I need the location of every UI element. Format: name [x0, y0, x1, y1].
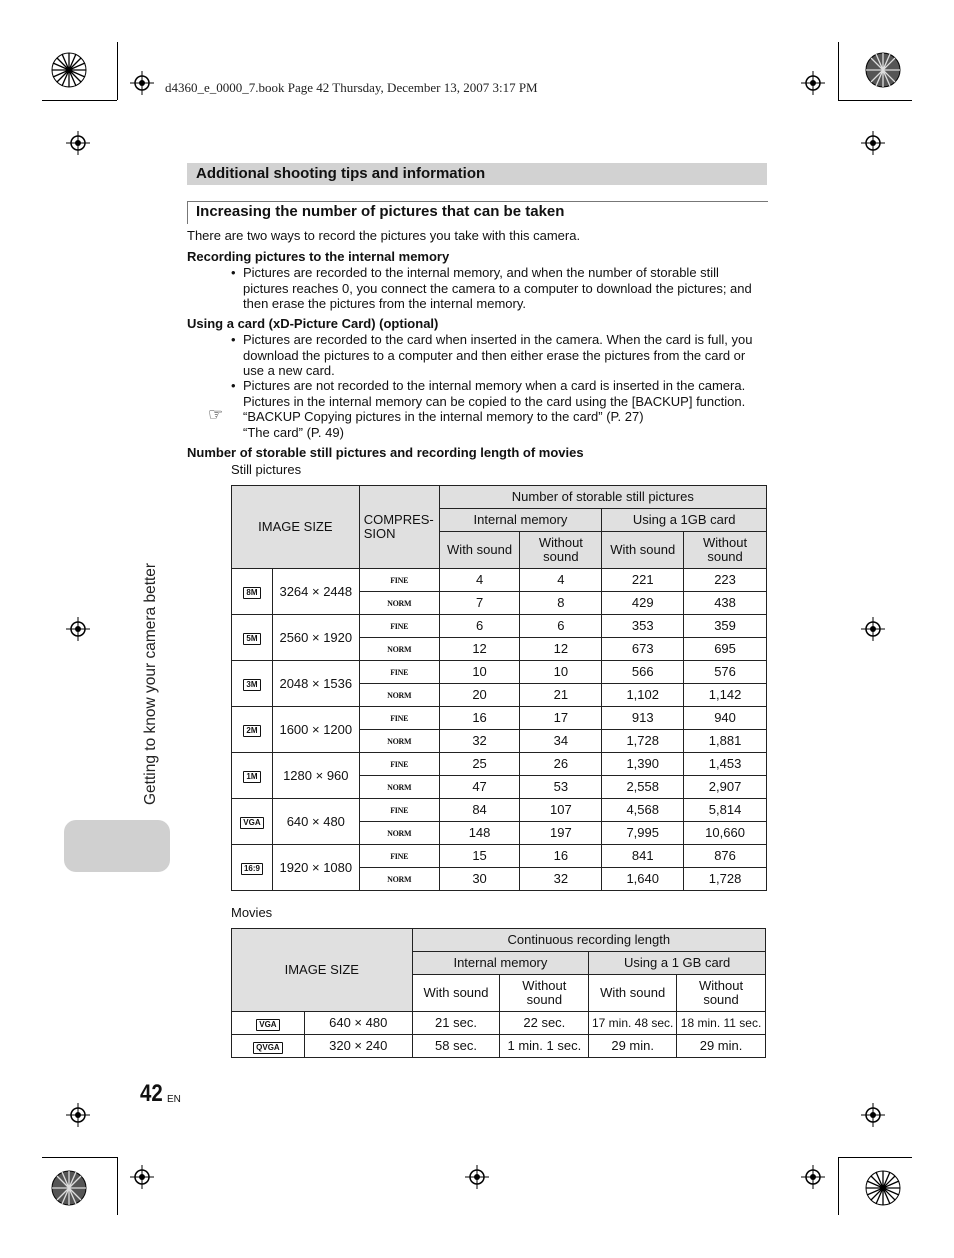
value-cell: 197 [520, 822, 602, 845]
value-cell: 5,814 [684, 799, 767, 822]
fine-compression-icon: FINE [390, 806, 409, 815]
image-size-icon: 5M [243, 633, 260, 645]
compression-cell [359, 661, 439, 684]
subsection-title: Increasing the number of pictures that can be taken [196, 203, 565, 220]
value-cell: 17 [520, 707, 602, 730]
fine-compression-icon: FINE [390, 760, 409, 769]
table-row [232, 707, 767, 730]
text-line: pictures reaches 0, you connect the camera to a computer to download the pictures; and [243, 280, 752, 296]
header-line: sound [543, 549, 579, 564]
crop-line [42, 1157, 117, 1158]
image-size-icon-cell [232, 799, 273, 845]
internal-heading: Recording pictures to the internal memory [187, 249, 450, 264]
image-size-cell: 2048 × 1536 [272, 661, 359, 707]
image-size-icon-cell [232, 661, 273, 707]
value-cell: 913 [602, 707, 684, 730]
header-internal-memory: Internal memory [412, 952, 589, 975]
text-line: Pictures are recorded to the internal memory, and when the number of storable still [243, 265, 719, 280]
compression-cell [359, 822, 439, 845]
norm-compression-icon: NORM [387, 783, 412, 792]
page-language: EN [167, 1094, 181, 1105]
image-size-icon: 2M [243, 725, 260, 737]
value-cell: 1,640 [602, 868, 684, 891]
compression-cell [359, 684, 439, 707]
reference-link: “BACKUP Copying pictures in the internal memory to the card” (P. 27) [243, 409, 644, 424]
registration-mark [66, 131, 90, 155]
compression-cell [359, 845, 439, 868]
header-card: Using a 1GB card [602, 509, 767, 532]
movies-label: Movies [231, 905, 273, 920]
header-card: Using a 1 GB card [589, 952, 766, 975]
section-title-bar [187, 163, 767, 185]
value-cell: 7,995 [602, 822, 684, 845]
value-cell: 84 [439, 799, 520, 822]
registration-mark [465, 1165, 489, 1189]
value-cell: 22 sec. [500, 1012, 589, 1035]
crop-line [838, 100, 912, 101]
value-cell: 16 [439, 707, 520, 730]
image-size-icon-cell [232, 1012, 305, 1035]
header-without-sound [500, 975, 589, 1012]
value-cell: 6 [439, 615, 520, 638]
compression-cell [359, 730, 439, 753]
value-cell: 1,453 [684, 753, 767, 776]
color-wheel-mark [865, 1170, 901, 1206]
header-image-size: IMAGE SIZE [232, 929, 413, 1012]
text-line: download the pictures to a computer and then either erase the pictures from the card or [243, 347, 746, 363]
registration-mark [66, 1103, 90, 1127]
value-cell: 12 [520, 638, 602, 661]
color-wheel-mark [51, 1170, 87, 1206]
header-line: COMPRES- [363, 512, 434, 527]
norm-compression-icon: NORM [387, 645, 412, 654]
still-pictures-table [231, 485, 767, 891]
compression-cell [359, 776, 439, 799]
registration-mark [861, 617, 885, 641]
text-line: Pictures are recorded to the card when inserted in the camera. When the card is full, you [243, 332, 753, 347]
movies-table [231, 928, 766, 1058]
image-size-cell: 3264 × 2448 [272, 569, 359, 615]
value-cell: 18 min. 11 sec. [677, 1012, 766, 1035]
header-with-sound: With sound [589, 975, 677, 1012]
header-line: sound [703, 992, 739, 1007]
value-cell: 1,102 [602, 684, 684, 707]
page-number: 42 [140, 1080, 163, 1107]
value-cell: 1,881 [684, 730, 767, 753]
value-cell: 148 [439, 822, 520, 845]
value-cell: 221 [602, 569, 684, 592]
norm-compression-icon: NORM [387, 599, 412, 608]
card-bullet-1 [231, 332, 753, 379]
image-size-icon-cell [232, 707, 273, 753]
image-size-icon-cell [232, 615, 273, 661]
registration-mark [861, 131, 885, 155]
compression-cell [359, 615, 439, 638]
header-continuous-length: Continuous recording length [412, 929, 765, 952]
chapter-side-label: Getting to know your camera better [142, 562, 159, 805]
book-header: d4360_e_0000_7.book Page 42 Thursday, December 13, 2007 3:17 PM [165, 80, 538, 95]
value-cell: 1,728 [684, 868, 767, 891]
value-cell: 566 [602, 661, 684, 684]
value-cell: 6 [520, 615, 602, 638]
still-pictures-label: Still pictures [231, 462, 302, 477]
value-cell: 695 [684, 638, 767, 661]
table-row [232, 799, 767, 822]
fine-compression-icon: FINE [390, 714, 409, 723]
image-size-icon: 16:9 [241, 863, 263, 875]
color-wheel-mark [865, 52, 901, 88]
value-cell: 53 [520, 776, 602, 799]
compression-cell [359, 753, 439, 776]
color-wheel-mark [51, 52, 87, 88]
table-row [232, 569, 767, 592]
value-cell: 353 [602, 615, 684, 638]
registration-mark [801, 1165, 825, 1189]
header-line: sound [707, 549, 743, 564]
reference-list [243, 409, 644, 440]
header-without-sound [677, 975, 766, 1012]
fine-compression-icon: FINE [390, 852, 409, 861]
header-line: Without [522, 978, 567, 993]
crop-line [117, 42, 118, 100]
value-cell: 58 sec. [412, 1035, 500, 1058]
value-cell: 2,558 [602, 776, 684, 799]
storable-heading: Number of storable still pictures and recording length of movies [187, 445, 584, 460]
value-cell: 21 [520, 684, 602, 707]
subsection-header [187, 201, 768, 224]
norm-compression-icon: NORM [387, 829, 412, 838]
bullet-dot: • [231, 378, 236, 393]
header-line: sound [526, 992, 563, 1007]
value-cell: 30 [439, 868, 520, 891]
text-line: then erase the pictures from the internal memory. [243, 296, 526, 311]
header-without-sound [520, 532, 602, 569]
table-row [232, 1035, 766, 1058]
table-row [232, 753, 767, 776]
section-title: Additional shooting tips and information [196, 165, 486, 182]
movie-size-icon: QVGA [253, 1042, 283, 1054]
value-cell: 10 [439, 661, 520, 684]
value-cell: 1,728 [602, 730, 684, 753]
value-cell: 1,142 [684, 684, 767, 707]
compression-cell [359, 592, 439, 615]
crop-line [42, 100, 117, 101]
card-bullet-2 [231, 378, 746, 409]
image-size-icon-cell [232, 569, 273, 615]
compression-cell [359, 799, 439, 822]
header-line: SION [363, 526, 396, 541]
bullet-dot: • [231, 332, 236, 347]
header-line: Without [538, 535, 583, 550]
value-cell: 4 [520, 569, 602, 592]
value-cell: 2,907 [684, 776, 767, 799]
value-cell: 10 [520, 661, 602, 684]
value-cell: 10,660 [684, 822, 767, 845]
value-cell: 17 min. 48 sec. [589, 1012, 677, 1035]
image-size-icon-cell [232, 845, 273, 891]
value-cell: 34 [520, 730, 602, 753]
image-size-icon: 1M [243, 771, 260, 783]
image-size-cell: 1600 × 1200 [272, 707, 359, 753]
image-size-icon-cell [232, 1035, 305, 1058]
registration-mark [130, 1165, 154, 1189]
image-size-cell: 320 × 240 [304, 1035, 412, 1058]
header-line: Without [703, 535, 748, 550]
image-size-icon: 8M [243, 587, 260, 599]
fine-compression-icon: FINE [390, 576, 409, 585]
fine-compression-icon: FINE [390, 668, 409, 677]
value-cell: 12 [439, 638, 520, 661]
value-cell: 876 [684, 845, 767, 868]
text-line: use a new card. [243, 363, 335, 378]
header-number-storable: Number of storable still pictures [439, 486, 766, 509]
crop-line [838, 1157, 839, 1215]
image-size-cell: 640 × 480 [272, 799, 359, 845]
text-line: Pictures are not recorded to the internal memory when a card is inserted in the camera. [243, 378, 746, 393]
reference-link: “The card” (P. 49) [243, 424, 344, 440]
crop-line [838, 1157, 912, 1158]
value-cell: 47 [439, 776, 520, 799]
value-cell: 1,390 [602, 753, 684, 776]
fine-compression-icon: FINE [390, 622, 409, 631]
header-internal-memory: Internal memory [439, 509, 602, 532]
value-cell: 29 min. [589, 1035, 677, 1058]
table-row [232, 1012, 766, 1035]
norm-compression-icon: NORM [387, 875, 412, 884]
reference-icon: ☞ [208, 405, 224, 424]
value-cell: 1 min. 1 sec. [500, 1035, 589, 1058]
image-size-icon: 3M [243, 679, 260, 691]
value-cell: 223 [684, 569, 767, 592]
value-cell: 7 [439, 592, 520, 615]
compression-cell [359, 868, 439, 891]
value-cell: 107 [520, 799, 602, 822]
registration-mark [801, 71, 825, 95]
table-row [232, 661, 767, 684]
value-cell: 15 [439, 845, 520, 868]
value-cell: 20 [439, 684, 520, 707]
text-line: Pictures in the internal memory can be copied to the card using the [BACKUP] function. [243, 393, 746, 409]
header-without-sound [684, 532, 767, 569]
internal-bullet-1 [231, 265, 752, 312]
value-cell: 940 [684, 707, 767, 730]
image-size-cell: 640 × 480 [304, 1012, 412, 1035]
bullet-dot: • [231, 265, 236, 280]
header-with-sound: With sound [439, 532, 520, 569]
image-size-cell: 1920 × 1080 [272, 845, 359, 891]
value-cell: 32 [520, 868, 602, 891]
value-cell: 32 [439, 730, 520, 753]
compression-cell [359, 638, 439, 661]
header-with-sound: With sound [412, 975, 500, 1012]
image-size-cell: 1280 × 960 [272, 753, 359, 799]
value-cell: 25 [439, 753, 520, 776]
value-cell: 29 min. [677, 1035, 766, 1058]
header-with-sound: With sound [602, 532, 684, 569]
compression-cell [359, 707, 439, 730]
value-cell: 4 [439, 569, 520, 592]
image-size-cell: 2560 × 1920 [272, 615, 359, 661]
header-line: Without [699, 978, 744, 993]
registration-mark [130, 71, 154, 95]
value-cell: 429 [602, 592, 684, 615]
image-size-icon: VGA [240, 817, 263, 829]
norm-compression-icon: NORM [387, 691, 412, 700]
value-cell: 8 [520, 592, 602, 615]
chapter-tab [64, 820, 170, 872]
norm-compression-icon: NORM [387, 737, 412, 746]
registration-mark [66, 617, 90, 641]
image-size-icon-cell [232, 753, 273, 799]
value-cell: 21 sec. [412, 1012, 500, 1035]
crop-line [838, 42, 839, 100]
value-cell: 359 [684, 615, 767, 638]
value-cell: 673 [602, 638, 684, 661]
intro-text: There are two ways to record the pictures you take with this camera. [187, 228, 581, 243]
value-cell: 438 [684, 592, 767, 615]
table-row [232, 845, 767, 868]
value-cell: 4,568 [602, 799, 684, 822]
header-compression [359, 486, 439, 569]
registration-mark [861, 1103, 885, 1127]
table-row [232, 615, 767, 638]
card-heading: Using a card (xD-Picture Card) (optional) [187, 316, 439, 331]
crop-line [117, 1157, 118, 1215]
value-cell: 576 [684, 661, 767, 684]
value-cell: 26 [520, 753, 602, 776]
compression-cell [359, 569, 439, 592]
movie-size-icon: VGA [256, 1019, 279, 1031]
header-image-size: IMAGE SIZE [232, 486, 360, 569]
value-cell: 16 [520, 845, 602, 868]
value-cell: 841 [602, 845, 684, 868]
